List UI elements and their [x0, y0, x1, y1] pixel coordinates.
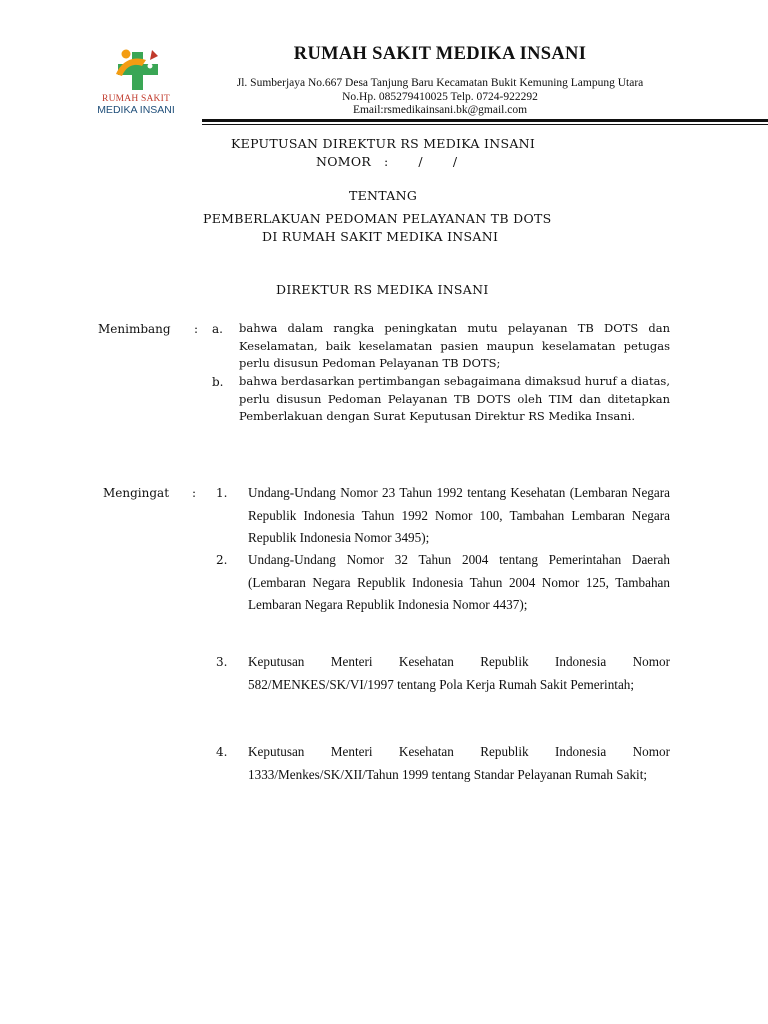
- header-divider-thick: [202, 119, 768, 122]
- mengingat-item-mark: 1.: [216, 486, 228, 500]
- cross-icon: [112, 46, 162, 92]
- hospital-phone: No.Hp. 085279410025 Telp. 0724-922292: [342, 91, 538, 103]
- menimbang-label: Menimbang: [98, 322, 171, 336]
- logo-text-line2: MEDIKA INSANI: [97, 104, 175, 116]
- subject-line-2: DI RUMAH SAKIT MEDIKA INSANI: [262, 229, 499, 244]
- decree-number: NOMOR : / /: [316, 154, 458, 169]
- hospital-email: Email:rsmedikainsani.bk@gmail.com: [352, 104, 528, 116]
- hospital-address: Jl. Sumberjaya No.667 Desa Tanjung Baru Kecamatan Bukit Kemuning Lampung Utara: [236, 77, 644, 89]
- mengingat-item-text: Undang-Undang Nomor 32 Tahun 2004 tentang Pemerintahan Daerah (Lembaran Negara Republik Indonesia Tahun 2004 Nomor 125, Tambahan Lembaran Negara Republik Indonesia Nomor 4437);: [248, 552, 670, 612]
- mengingat-label: Mengingat: [103, 486, 170, 500]
- mengingat-item-text: Keputusan Menteri Kesehatan Republik Indonesia Nomor 582/MENKES/SK/VI/1997 tentang Pola Kerja Rumah Sakit Pemerintah;: [248, 654, 670, 692]
- hospital-name: RUMAH SAKIT MEDIKA INSANI: [293, 44, 587, 64]
- issuer: DIREKTUR RS MEDIKA INSANI: [276, 282, 489, 297]
- decree-title: KEPUTUSAN DIREKTUR RS MEDIKA INSANI: [231, 136, 536, 151]
- menimbang-item-mark: a.: [212, 322, 223, 336]
- menimbang-item-text: bahwa berdasarkan pertimbangan sebagaimana dimaksud huruf a diatas, perlu disusun Pedoman Pelayanan TB DOTS oleh TIM dan ditetapkan Pemberlakuan dengan Surat Keputusan Direktur RS Medika Insani.: [239, 374, 670, 424]
- menimbang-item-text: bahwa dalam rangka peningkatan mutu pelayanan TB DOTS dan Keselamatan, baik keselamatan pasien maupun keselamatan petugas perlu disusun Pedoman Pelayanan TB DOTS;: [239, 321, 670, 371]
- menimbang-item-mark: b.: [212, 375, 224, 389]
- hospital-logo: [92, 46, 182, 120]
- mengingat-item-mark: 3.: [216, 655, 228, 669]
- header-divider-thin: [202, 124, 768, 125]
- menimbang-colon: :: [194, 322, 199, 336]
- mengingat-item-mark: 2.: [216, 553, 228, 567]
- mengingat-item-mark: 4.: [216, 745, 228, 759]
- mengingat-colon: :: [192, 486, 197, 500]
- logo-text-line1: RUMAH SAKIT: [102, 94, 170, 104]
- subject-line-1: PEMBERLAKUAN PEDOMAN PELAYANAN TB DOTS: [203, 211, 552, 226]
- mengingat-item-text: Undang-Undang Nomor 23 Tahun 1992 tentang Kesehatan (Lembaran Negara Republik Indonesia Tahun 1992 Nomor 100, Tambahan Lembaran Negara Republik Indonesia Nomor 3495);: [248, 485, 670, 545]
- mengingat-item-text: Keputusan Menteri Kesehatan Republik Indonesia Nomor 1333/Menkes/SK/XII/Tahun 1999 tentang Standar Pelayanan Rumah Sakit;: [248, 744, 670, 782]
- about-label: TENTANG: [349, 188, 418, 203]
